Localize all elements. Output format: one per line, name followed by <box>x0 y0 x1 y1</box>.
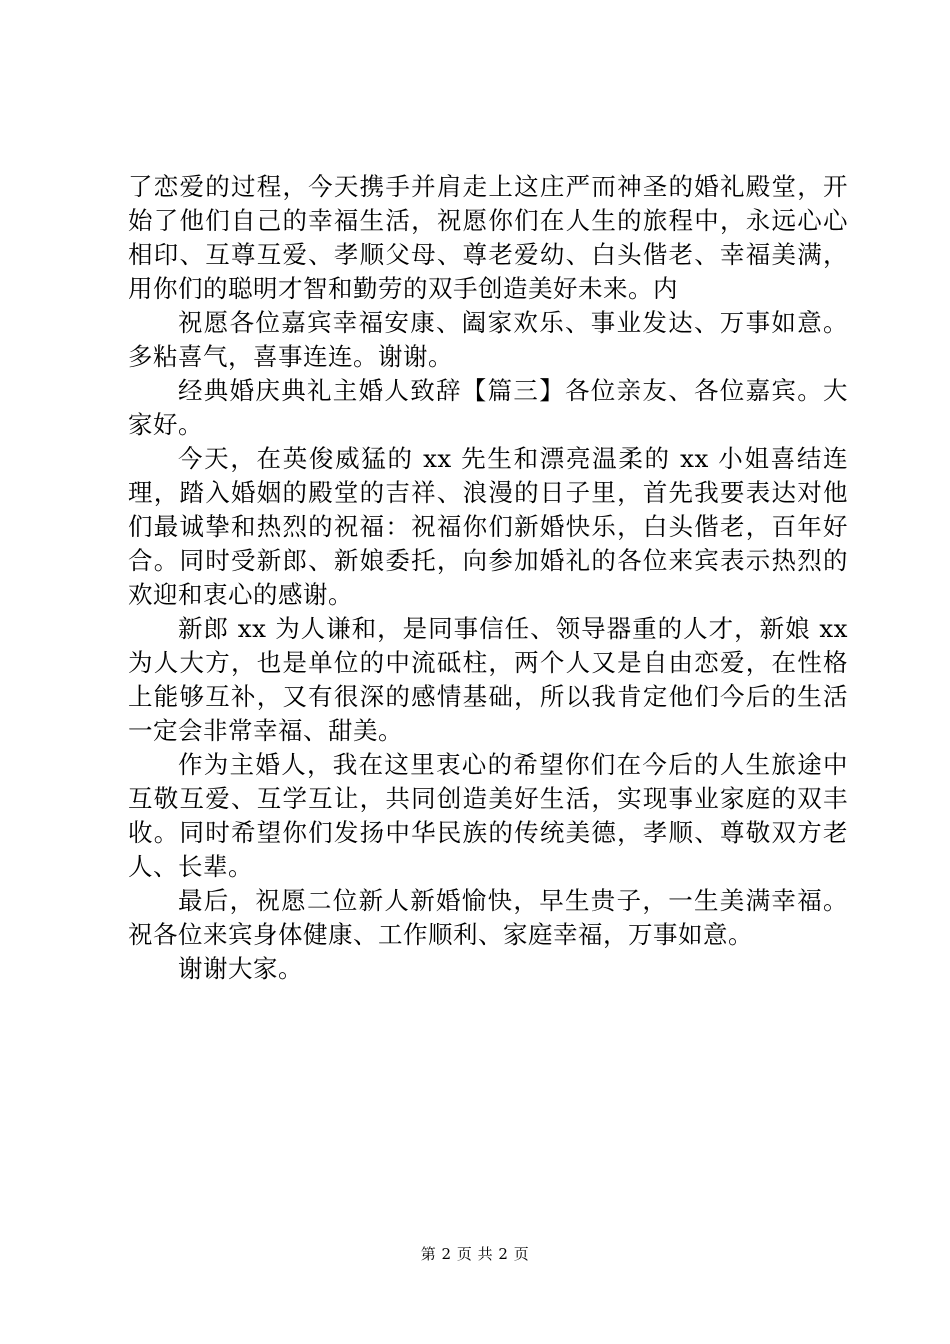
paragraph-2: 祝愿各位嘉宾幸福安康、阖家欢乐、事业发达、万事如意。多粘喜气，喜事连连。谢谢。 <box>128 308 848 371</box>
paragraph-1: 了恋爱的过程，今天携手并肩走上这庄严而神圣的婚礼殿堂，开始了他们自己的幸福生活，祝愿你们在人生的旅程中，永远心心相印、互尊互爱、孝顺父母、尊老爱幼、白头偕老、幸福美满，用你们的聪明才智和勤劳的双手创造美好未来。内 <box>128 172 848 303</box>
paragraph-5: 新郎 xx 为人谦和，是同事信任、领导器重的人才，新娘 xx 为人大方，也是单位的中流砥柱，两个人又是自由恋爱，在性格上能够互补，又有很深的感情基础，所以我肯定他们今后的生活一定会非常幸福、甜美。 <box>128 614 848 745</box>
page-number-footer: 第 2 页 共 2 页 <box>420 1245 530 1263</box>
paragraph-8: 谢谢大家。 <box>178 954 303 983</box>
paragraph-3: 经典婚庆典礼主婚人致辞【篇三】各位亲友、各位嘉宾。大家好。 <box>128 376 848 439</box>
paragraph-6: 作为主婚人，我在这里衷心的希望你们在今后的人生旅途中互敬互爱、互学互让，共同创造美好生活，实现事业家庭的双丰收。同时希望你们发扬中华民族的传统美德，孝顺、尊敬双方老人、长辈。 <box>128 750 848 881</box>
paragraph-4: 今天，在英俊威猛的 xx 先生和漂亮温柔的 xx 小姐喜结连理，踏入婚姻的殿堂的吉祥、浪漫的日子里，首先我要表达对他们最诚挚和热烈的祝福：祝福你们新婚快乐，白头偕老，百年好合。同时受新郎、新娘委托，向参加婚礼的各位来宾表示热烈的欢迎和衷心的感谢。 <box>128 444 848 609</box>
paragraph-7: 最后，祝愿二位新人新婚愉快，早生贵子，一生美满幸福。祝各位来宾身体健康、工作顺利、家庭幸福，万事如意。 <box>128 886 848 949</box>
document-body <box>128 170 848 986</box>
